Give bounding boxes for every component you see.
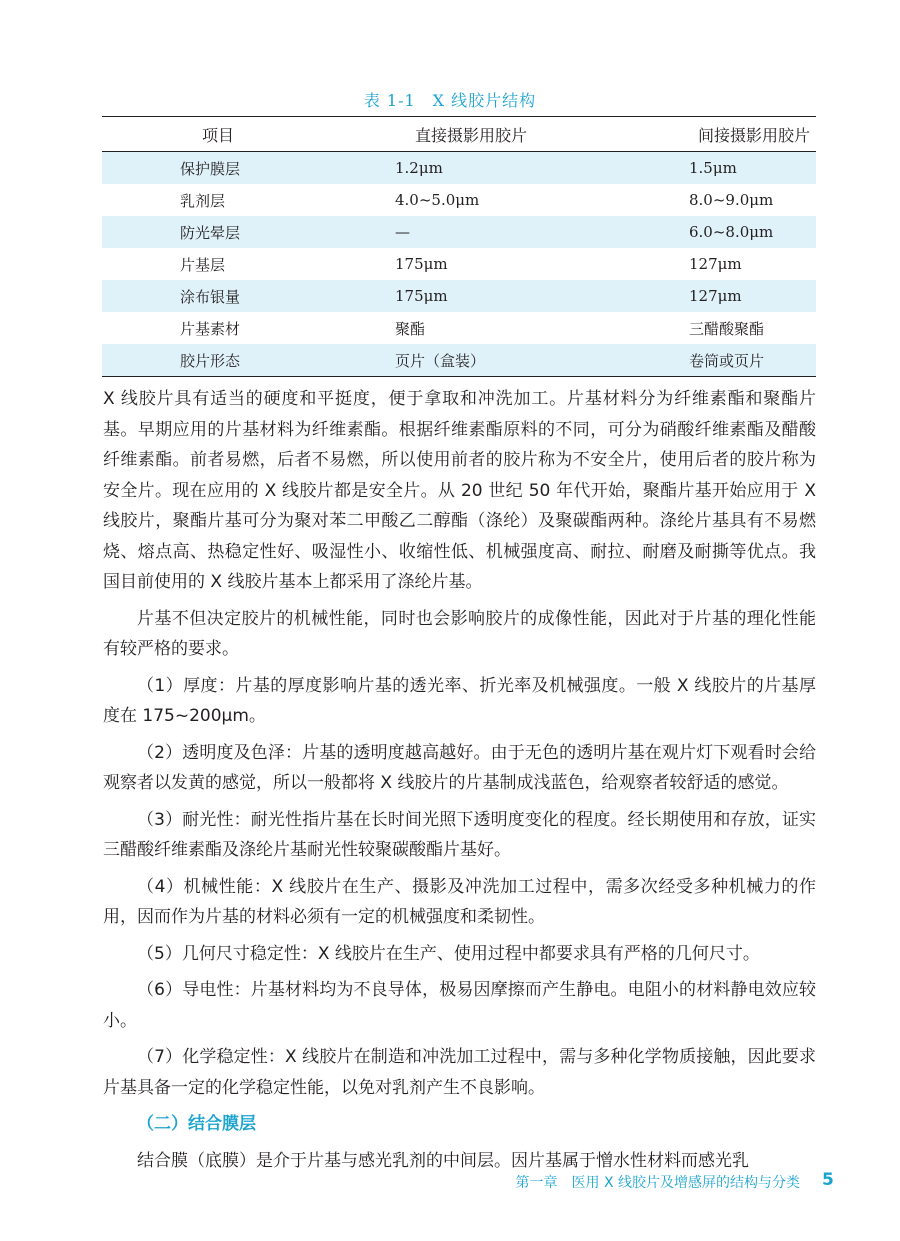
column-header-item: 项目 [102, 117, 353, 152]
table-cell: 保护膜层 [102, 152, 353, 185]
page-footer [0, 1172, 900, 1192]
table-cell: — [353, 216, 636, 248]
table-cell: 片基素材 [102, 312, 353, 344]
table-cell: 乳剂层 [102, 184, 353, 216]
table-cell: 页片（盒装） [353, 344, 636, 376]
table-caption: 表 1-1 X 线胶片结构 [363, 91, 537, 110]
paragraph: 片基不但决定胶片的机械性能，同时也会影响胶片的成像性能，因此对于片基的理化性能有较严格的要求。 [103, 608, 816, 659]
table-cell: 6.0~8.0μm [636, 216, 816, 248]
structure-table [102, 116, 816, 377]
chapter-title: 第一章 医用 X 线胶片及增感屏的结构与分类 [515, 1175, 800, 1191]
table-cell: 卷筒或页片 [636, 344, 816, 376]
table-row [102, 248, 816, 280]
table-cell: 1.5μm [636, 152, 816, 185]
table-cell: 8.0~9.0μm [636, 184, 816, 216]
table-cell: 防光晕层 [102, 216, 353, 248]
table-row [102, 312, 816, 344]
table-cell: 127μm [636, 280, 816, 312]
table-cell: 三醋酸聚酯 [636, 312, 816, 344]
page-number: 5 [822, 1170, 834, 1190]
paragraph: X 线胶片具有适当的硬度和平挺度，便于拿取和冲洗加工。片基材料分为纤维素酯和聚酯片基。早期应用的片基材料为纤维素酯。根据纤维素酯原料的不同，可分为硝酸纤维素酯及醋酸纤维素酯。前者易燃，后者不易燃，所以使用前者的胶片称为不安全片，使用后者的胶片称为安全片。现在应用的 X 线胶片都是安全片。从 20 世纪 50 年代开始，聚酯片基开始应用于 X 线胶片，聚酯片基可分为聚对苯二甲酸乙二醇酯（涤纶）及聚碳酯两种。涤纶片基具有不易燃烧、熔点高、热稳定性好、吸湿性小、收缩性低、机械强度高、耐拉、耐磨及耐撕等优点。我国目前使用的 X 线胶片基本上都采用了涤纶片基。 [103, 389, 816, 592]
table-cell: 胶片形态 [102, 344, 353, 376]
paragraph: （7）化学稳定性：X 线胶片在制造和冲洗加工过程中，需与多种化学物质接触，因此要求片基具备一定的化学稳定性能，以免对乳剂产生不良影响。 [103, 1047, 816, 1098]
table-row [102, 280, 816, 312]
table-row [102, 184, 816, 216]
paragraph: （4）机械性能：X 线胶片在生产、摄影及冲洗加工过程中，需多次经受多种机械力的作用，因而作为片基的材料必须有一定的机械强度和柔韧性。 [103, 876, 816, 927]
table-cell: 聚酯 [353, 312, 636, 344]
table-cell: 片基层 [102, 248, 353, 280]
table-cell: 1.2μm [353, 152, 636, 185]
table-cell: 涂布银量 [102, 280, 353, 312]
table-row [102, 216, 816, 248]
column-header-indirect: 间接摄影用胶片 [636, 117, 816, 152]
paragraph: （1）厚度：片基的厚度影响片基的透光率、折光率及机械强度。一般 X 线胶片的片基厚度在 175~200μm。 [103, 675, 816, 726]
table-header-row [102, 117, 816, 152]
table-row [102, 344, 816, 376]
column-header-direct: 直接摄影用胶片 [353, 117, 636, 152]
body-text [103, 384, 816, 1182]
paragraph: （2）透明度及色泽：片基的透明度越高越好。由于无色的透明片基在观片灯下观看时会给观察者以发黄的感觉，所以一般都将 X 线胶片的片基制成浅蓝色，给观察者较舒适的感觉。 [103, 742, 816, 793]
table-cell: 175μm [353, 248, 636, 280]
table-cell: 4.0~5.0μm [353, 184, 636, 216]
table-cell: 127μm [636, 248, 816, 280]
paragraph: 结合膜（底膜）是介于片基与感光乳剂的中间层。因片基属于憎水性材料而感光乳 [137, 1150, 749, 1171]
paragraph: （3）耐光性：耐光性指片基在长时间光照下透明度变化的程度。经长期使用和存放，证实三醋酸纤维素酯及涤纶片基耐光性较聚碳酸酯片基好。 [103, 809, 816, 860]
table-row [102, 152, 816, 185]
section-heading: （二）结合膜层 [137, 1114, 256, 1134]
table-cell: 175μm [353, 280, 636, 312]
paragraph: （5）几何尺寸稳定性：X 线胶片在生产、使用过程中都要求具有严格的几何尺寸。 [137, 943, 760, 964]
paragraph: （6）导电性：片基材料均为不良导体，极易因摩擦而产生静电。电阻小的材料静电效应较小。 [103, 980, 816, 1031]
